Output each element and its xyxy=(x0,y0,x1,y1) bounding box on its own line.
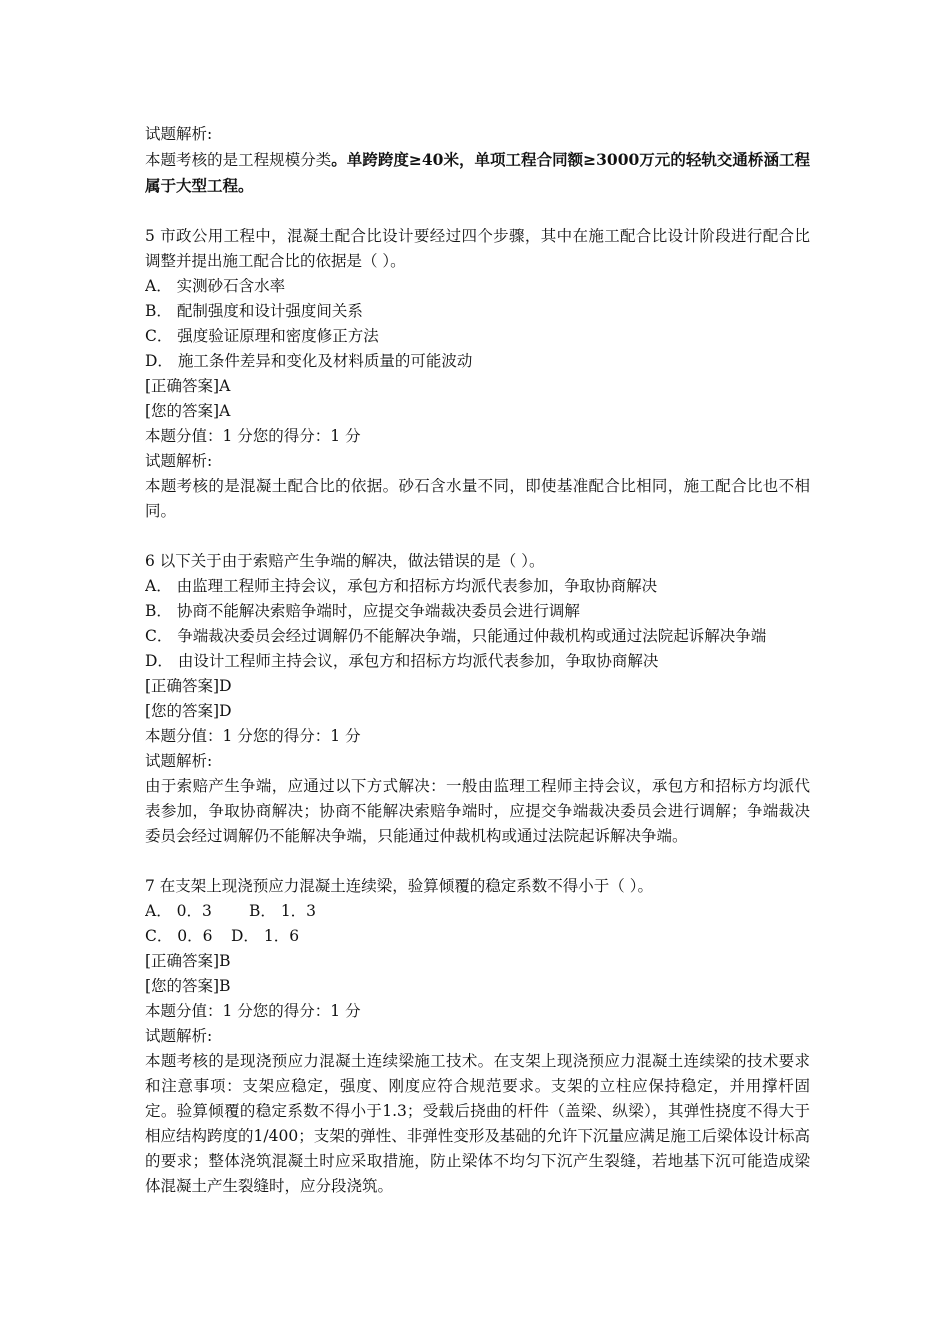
option-b: B． 1．3 xyxy=(249,902,317,920)
spacer xyxy=(145,849,810,874)
option-a: A． 实测砂石含水率 xyxy=(145,277,286,295)
question-6 xyxy=(145,549,810,849)
question-7 xyxy=(145,874,810,1199)
analysis-label: 试题解析: xyxy=(145,125,213,143)
correct-answer: [正确答案]B xyxy=(145,952,231,970)
analysis-text: 由于索赔产生争端，应通过以下方式解决：一般由监理工程师主持会议，承包方和招标方均派代表参加，争取协商解决；协商不能解决索赔争端时，应提交争端裁决委员会进行调解；争端裁决委员会经过调解仍不能解决争端，只能通过仲裁机构或通过法院起诉解决争端。 xyxy=(145,777,810,845)
question-stem: 5 市政公用工程中，混凝土配合比设计要经过四个步骤，其中在施工配合比设计阶段进行配合比调整并提出施工配合比的依据是（ ）。 xyxy=(145,227,810,270)
correct-answer: [正确答案]A xyxy=(145,377,231,395)
correct-answer: [正确答案]D xyxy=(145,677,232,695)
option-a: A． 0．3 xyxy=(145,902,212,920)
question-5 xyxy=(145,224,810,524)
option-b: B． 配制强度和设计强度间关系 xyxy=(145,302,363,320)
question-stem: 6 以下关于由于索赔产生争端的解决，做法错误的是（ ）。 xyxy=(145,552,545,570)
options-row-1 xyxy=(145,899,810,924)
analysis-text: 本题考核的是现浇预应力混凝土连续梁施工技术。在支架上现浇预应力混凝土连续梁的技术要求和注意事项：支架应稳定，强度、刚度应符合规范要求。支架的立柱应保持稳定，并用撑杆固定。验算倾覆的稳定系数不得小于1.3；受载后挠曲的杆件（盖梁、纵梁），其弹性挠度不得大于相应结构跨度的1/400；支架的弹性、非弹性变形及基础的允许下沉量应满足施工后梁体设计标高的要求；整体浇筑混凝土时应采取措施，防止梁体不均匀下沉产生裂缝，若地基下沉可能造成梁体混凝土产生裂缝时，应分段浇筑。 xyxy=(145,1052,810,1195)
option-a: A． 由监理工程师主持会议，承包方和招标方均派代表参加，争取协商解决 xyxy=(145,577,658,595)
option-d: D． 1．6 xyxy=(231,927,300,945)
option-c: C． 0．6 xyxy=(145,927,213,945)
your-answer: [您的答案]D xyxy=(145,702,232,720)
option-d: D． 施工条件差异和变化及材料质量的可能波动 xyxy=(145,352,473,370)
document-page xyxy=(145,122,810,1199)
score-line: 本题分值：1 分您的得分：1 分 xyxy=(145,727,361,745)
score-line: 本题分值：1 分您的得分：1 分 xyxy=(145,427,361,445)
option-c: C． 争端裁决委员会经过调解仍不能解决争端，只能通过仲裁机构或通过法院起诉解决争端 xyxy=(145,627,767,645)
analysis-label: 试题解析: xyxy=(145,452,213,470)
analysis-text-normal: 本题考核的是工程规模分类 xyxy=(145,151,332,169)
analysis-label: 试题解析: xyxy=(145,1027,213,1045)
spacer xyxy=(145,199,810,224)
your-answer: [您的答案]B xyxy=(145,977,231,995)
options-row-2 xyxy=(145,924,810,949)
option-b: B． 协商不能解决索赔争端时，应提交争端裁决委员会进行调解 xyxy=(145,602,580,620)
option-d: D． 由设计工程师主持会议，承包方和招标方均派代表参加，争取协商解决 xyxy=(145,652,659,670)
question-stem: 7 在支架上现浇预应力混凝土连续梁，验算倾覆的稳定系数不得小于（ ）。 xyxy=(145,877,653,895)
score-line: 本题分值：1 分您的得分：1 分 xyxy=(145,1002,361,1020)
analysis-label: 试题解析: xyxy=(145,752,213,770)
option-c: C． 强度验证原理和密度修正方法 xyxy=(145,327,379,345)
spacer xyxy=(145,524,810,549)
analysis-text: 本题考核的是混凝土配合比的依据。砂石含水量不同，即使基准配合比相同，施工配合比也不相同。 xyxy=(145,477,810,520)
analysis-text-bold: 。单跨跨度≥40米，单项工程合同额≥3000万元的轻轨交通桥涵工程属于大型工程。 xyxy=(145,150,810,195)
your-answer: [您的答案]A xyxy=(145,402,231,420)
analysis-text xyxy=(145,147,810,199)
